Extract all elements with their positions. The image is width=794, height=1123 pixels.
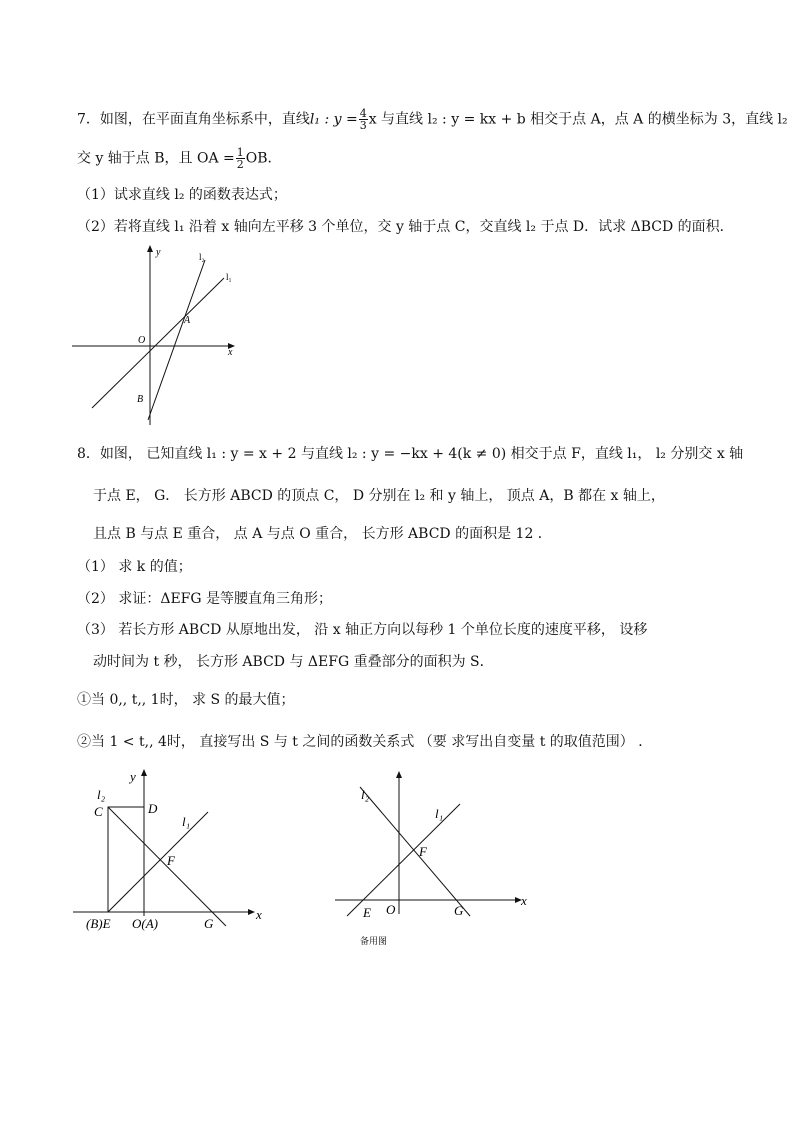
q7-statement-line1: 7．如图，在平面直角坐标系中，直线l₁ : y = $\frac{4}{3}$ x 与直线 l₂ : y = kx + b 相交于点 A，点 A 的横坐标为 3，直线 l₂ bbox=[77, 107, 788, 132]
label-l1: l₁ bbox=[435, 806, 444, 821]
q7-statement-line2: 交 y 轴于点 B，且 OA = $\frac{1}{2}$ OB． bbox=[77, 146, 282, 171]
q8-statement-line3: 且点 B 与点 E 重合， 点 A 与点 O 重合， 长方形 ABCD 的面积是 12 ． bbox=[93, 526, 552, 542]
line-l2 bbox=[148, 260, 205, 420]
label-O-A: O(A) bbox=[132, 916, 158, 931]
rectangle-ABCD bbox=[108, 807, 144, 912]
label-G: G bbox=[454, 903, 464, 918]
line-l1 bbox=[108, 812, 208, 912]
label-O: O bbox=[386, 902, 396, 917]
label-B-E: (B)E bbox=[86, 916, 111, 931]
label-C: C bbox=[94, 804, 103, 819]
label-O: O bbox=[138, 335, 146, 346]
q8-figure-backup bbox=[325, 764, 535, 954]
label-x: x bbox=[521, 893, 527, 908]
label-B: B bbox=[137, 394, 144, 405]
q8-part3-line2: 动时间为 t 秒， 长方形 ABCD 与 ΔEFG 重叠部分的面积为 S． bbox=[93, 654, 494, 670]
y-axis-arrow-icon bbox=[396, 771, 402, 778]
q7-part2: （2）若将直线 l₁ 沿着 x 轴向左平移 3 个单位，交 y 轴于点 C，交直线 l₂ 于点 D．试求 ΔBCD 的面积． bbox=[77, 219, 734, 235]
label-l1: l₁ bbox=[226, 272, 232, 282]
q7-figure bbox=[60, 240, 260, 430]
label-A: A bbox=[184, 315, 191, 326]
fraction-four-thirds: $\frac{4}{3}$ bbox=[359, 107, 367, 132]
label-l1: l₁ bbox=[182, 814, 191, 829]
line-l2 bbox=[360, 787, 470, 916]
q8-sub2: ②当 1 < t,, 4时， 直接写出 S 与 t 之间的函数关系式 （要 求写出自变量 t 的取值范围） ． bbox=[77, 734, 653, 750]
label-l2: l₂ bbox=[97, 787, 106, 802]
label-l2: l₂ bbox=[361, 787, 370, 802]
label-F: F bbox=[167, 853, 175, 868]
label-y: y bbox=[130, 769, 136, 784]
q8-part3-line1: （3） 若长方形 ABCD 从原地出发， 沿 x 轴正方向以每秒 1 个单位长度的速度平移， 设移 bbox=[77, 622, 648, 638]
backup-figure-caption: 备用图 bbox=[360, 937, 388, 947]
q8-sub1: ①当 0,, t,, 1时， 求 S 的最大值； bbox=[77, 692, 295, 708]
q8-figure-main bbox=[68, 766, 288, 946]
q8-part1: （1） 求 k 的值； bbox=[77, 559, 192, 575]
label-x: x bbox=[256, 907, 262, 922]
q7-part1: （1）试求直线 l₂ 的函数表达式； bbox=[77, 187, 287, 203]
label-D: D bbox=[148, 801, 158, 816]
line-l1 bbox=[92, 278, 224, 408]
q8-part2: （2） 求证：ΔEFG 是等腰直角三角形； bbox=[77, 591, 333, 607]
label-F: F bbox=[419, 844, 427, 859]
q8-statement-line1: 8．如图， 已知直线 l₁ : y = x + 2 与直线 l₂ : y = −kx + 4(k ≠ 0) 相交于点 F，直线 l₁， l₂ 分别交 x 轴 bbox=[77, 446, 744, 462]
q8-statement-line2: 于点 E， G． 长方形 ABCD 的顶点 C， D 分别在 l₂ 和 y 轴上， 顶点 A，B 都在 x 轴上， bbox=[93, 488, 665, 504]
x-axis-arrow-icon bbox=[248, 909, 255, 915]
label-y: y bbox=[156, 247, 161, 258]
y-axis-arrow-icon bbox=[147, 245, 153, 252]
label-x: x bbox=[228, 347, 233, 358]
label-E: E bbox=[363, 905, 371, 920]
label-l2: l₂ bbox=[199, 252, 205, 262]
y-axis-arrow-icon bbox=[141, 769, 147, 776]
label-G: G bbox=[204, 916, 214, 931]
fraction-one-half: $\frac{1}{2}$ bbox=[236, 146, 244, 171]
